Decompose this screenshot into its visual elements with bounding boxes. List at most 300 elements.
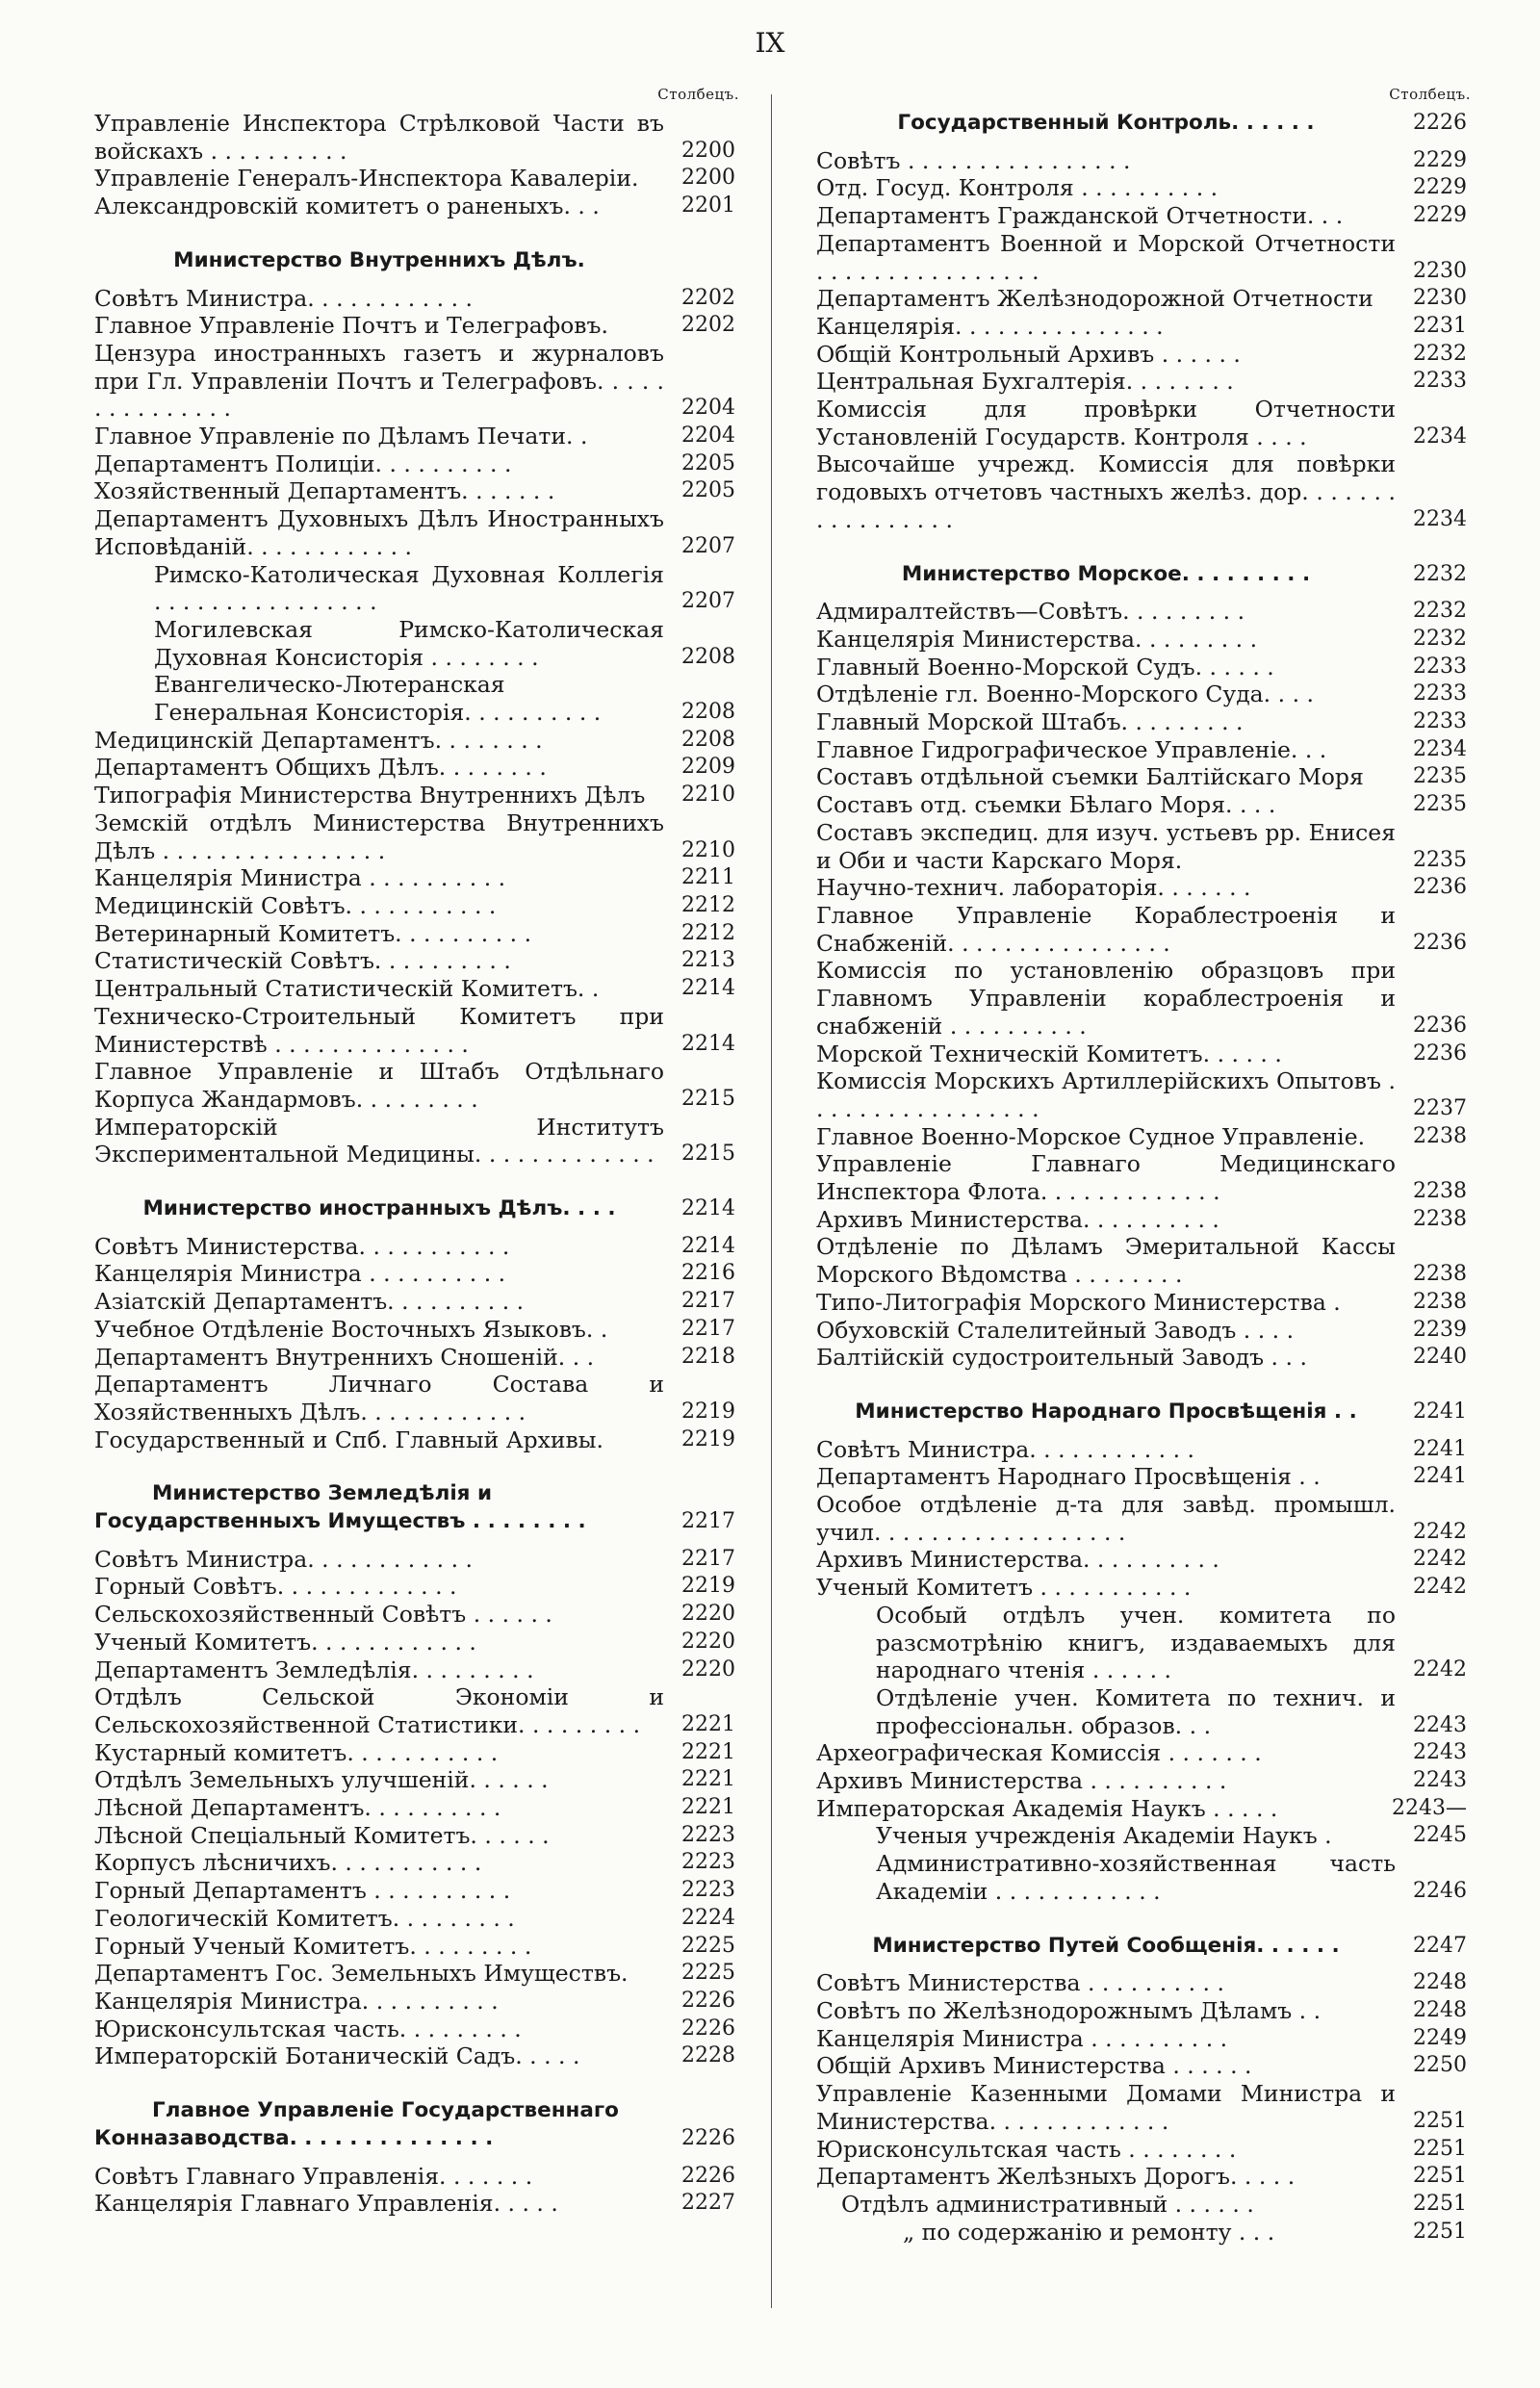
entry-title: Архивъ Министерства . . . . . . . . . . <box>816 1767 1227 1795</box>
column-number: 2242 <box>1413 1519 1467 1544</box>
column-number: 2234 <box>1413 424 1467 449</box>
right-column <box>816 81 1471 2246</box>
entry-title: Департаментъ Духовныхъ Дѣлъ Иностранныхъ Исповѣданій. . . . . . . . . . . . <box>94 505 664 560</box>
section-heading <box>94 1195 739 1223</box>
entry-title: Совѣтъ . . . . . . . . . . . . . . . . <box>816 146 1131 174</box>
column-number: 2226 <box>681 2016 735 2041</box>
entry-title: Совѣтъ Министра. . . . . . . . . . . . <box>816 1435 1195 1463</box>
entry-title: Совѣтъ Министерства. . . . . . . . . . . <box>94 1232 510 1260</box>
column-number: 2251 <box>1413 2136 1467 2161</box>
index-entry <box>816 1969 1471 1997</box>
column-number: 2251 <box>1413 2108 1467 2133</box>
entry-title: Министерство Морское. . . . . . . . . <box>901 561 1311 586</box>
index-entry <box>94 2016 739 2043</box>
entry-title: Хозяйственный Департаментъ. . . . . . . <box>94 477 555 505</box>
column-number: 2230 <box>1413 286 1467 311</box>
column-number: 2210 <box>681 837 735 862</box>
column-number: 2221 <box>681 1767 735 1792</box>
index-subentry <box>816 1602 1471 1684</box>
index-subentry <box>816 1850 1471 1905</box>
entry-title: Министерство иностранныхъ Дѣлъ. . . . <box>142 1196 616 1221</box>
entry-title: Сельскохозяйственный Совѣтъ . . . . . . <box>94 1601 552 1629</box>
column-number: 2237 <box>1413 1095 1467 1120</box>
column-number: 2214 <box>681 976 735 1001</box>
index-entry <box>94 1766 739 1794</box>
entry-title: Архивъ Министерства. . . . . . . . . . <box>816 1546 1219 1574</box>
index-entry <box>94 1877 739 1905</box>
index-entry <box>816 2136 1471 2164</box>
column-number: 2205 <box>681 478 735 503</box>
entry-title: Горный Совѣтъ. . . . . . . . . . . . . <box>94 1573 457 1601</box>
index-entry <box>94 1849 739 1877</box>
entry-title: Министерство Народнаго Просвѣщенія . . <box>855 1399 1357 1424</box>
index-entry <box>94 1629 739 1656</box>
column-number: 2205 <box>681 450 735 475</box>
column-number: 2238 <box>1413 1206 1467 1231</box>
column-number: 2235 <box>1413 792 1467 817</box>
entry-title: Департаментъ Личнаго Состава и Хозяйственныхъ Дѣлъ. . . . . . . . . . . . <box>94 1371 664 1425</box>
entry-title: Департаментъ Гражданской Отчетности. . . <box>816 202 1344 230</box>
entry-title: Совѣтъ Министра. . . . . . . . . . . . <box>94 1545 474 1573</box>
index-entry <box>816 654 1471 681</box>
column-number: 2200 <box>681 166 735 191</box>
entry-title: Ученый Комитетъ. . . . . . . . . . . . <box>94 1628 476 1656</box>
entry-title: Ученый Комитетъ . . . . . . . . . . . <box>816 1574 1192 1602</box>
column-number: 2209 <box>681 755 735 780</box>
index-entry <box>94 1905 739 1933</box>
entry-title: Отдѣлъ Земельныхъ улучшеній. . . . . . <box>94 1766 549 1794</box>
entry-title: Главный Военно-Морской Судъ. . . . . . <box>816 653 1274 680</box>
index-entry <box>816 341 1471 369</box>
entry-title: Канцелярія Главнаго Управленія. . . . . <box>94 2190 558 2218</box>
column-number: 2226 <box>681 2163 735 2188</box>
index-entry <box>816 450 1471 533</box>
index-entry <box>816 147 1471 175</box>
entry-title: Отдѣлъ административный . . . . . . <box>841 2190 1254 2218</box>
index-entry <box>94 1371 739 1425</box>
entry-title: Лѣсной Департаментъ. . . . . . . . . . <box>94 1794 501 1822</box>
entry-title: Статистическій Совѣтъ. . . . . . . . . . <box>94 947 511 975</box>
column-number: 2225 <box>681 1961 735 1986</box>
index-entry <box>94 1794 739 1822</box>
entry-title: Горный Ученый Комитетъ. . . . . . . . . <box>94 1932 532 1960</box>
index-entry <box>816 1795 1471 1823</box>
column-number: 2226 <box>681 2125 735 2150</box>
entry-title: Департаментъ Желѣзныхъ Дорогъ. . . . . <box>816 2163 1296 2191</box>
entry-title: Совѣтъ Министра. . . . . . . . . . . . <box>94 284 474 312</box>
index-entry <box>816 1574 1471 1602</box>
index-entry <box>94 975 739 1003</box>
index-entry <box>94 2163 739 2191</box>
index-entry <box>816 1739 1471 1767</box>
column-number: 2221 <box>681 1739 735 1764</box>
column-number: 2228 <box>681 2043 735 2068</box>
entry-title: Совѣтъ Главнаго Управленія. . . . . . . <box>94 2162 533 2190</box>
index-entry <box>94 477 739 505</box>
index-entry <box>816 1150 1471 1205</box>
entry-title: Лѣсной Спеціальный Комитетъ. . . . . . <box>94 1821 550 1849</box>
index-entry <box>816 1436 1471 1464</box>
index-entry <box>816 902 1471 957</box>
entry-title: Канцелярія Министра . . . . . . . . . . <box>94 864 506 892</box>
index-entry <box>816 313 1471 341</box>
index-entry <box>94 920 739 948</box>
index-entry <box>94 2190 739 2218</box>
entry-title: Могилевская Римско-Католическая Духовная Консисторія . . . . . . . . <box>154 615 664 671</box>
column-number: 2217 <box>681 1289 735 1314</box>
column-number: 2224 <box>681 1905 735 1930</box>
column-number: 2212 <box>681 892 735 917</box>
entry-title: Департаментъ Народнаго Просвѣщенія . . <box>816 1463 1321 1491</box>
entry-title: Ученыя учрежденія Академіи Наукъ . <box>876 1822 1332 1850</box>
entry-title: Главное Управленіе и Штабъ Отдѣльнаго Корпуса Жандармовъ. . . . . . . . . <box>94 1058 664 1113</box>
entry-title: Техническо-Строительный Комитетъ при Министерствѣ . . . . . . . . . . . . . . <box>94 1002 664 1058</box>
entry-title: Отдѣленіе по Дѣламъ Эмеритальной Кассы Морского Вѣдомства . . . . . . . . <box>816 1233 1396 1289</box>
index-entry <box>94 423 739 450</box>
column-number: 2204 <box>681 396 735 421</box>
entry-title: Цензура иностранныхъ газетъ и журналовъ при Гл. Управленіи Почтъ и Телеграфовъ. . . . . . . . . . . . . . . <box>94 339 664 423</box>
index-entry <box>816 957 1471 1040</box>
entry-title: Александровскій комитетъ о раненыхъ. . . <box>94 193 600 220</box>
index-entry <box>816 1206 1471 1234</box>
index-subentry <box>94 561 739 616</box>
entry-title: Кустарный комитетъ. . . . . . . . . . . <box>94 1738 499 1766</box>
column-number: 2223 <box>681 1878 735 1903</box>
index-entry <box>94 1683 739 1738</box>
column-number: 2238 <box>1413 1123 1467 1148</box>
entry-title: Составъ отдѣльной съемки Балтійскаго Моря <box>816 763 1364 791</box>
entry-title: Комиссія Морскихъ Артиллерійскихъ Опытовъ . . . . . . . . . . . . . . . . . <box>816 1067 1396 1122</box>
index-entry <box>94 1988 739 2016</box>
column-number: 2243— <box>1392 1795 1467 1820</box>
column-number: 2233 <box>1413 369 1467 394</box>
column-number: 2208 <box>681 727 735 752</box>
column-number: 2229 <box>1413 175 1467 200</box>
entry-title: Типографія Министерства Внутреннихъ Дѣлъ <box>94 782 646 809</box>
index-entry <box>816 1767 1471 1795</box>
index-entry <box>94 1288 739 1316</box>
index-entry <box>94 892 739 920</box>
column-number: 2221 <box>681 1795 735 1820</box>
entry-title: Департаментъ Земледѣлія. . . . . . . . . <box>94 1656 534 1683</box>
column-number: 2238 <box>1413 1179 1467 1204</box>
entry-title: Составъ экспедиц. для изуч. устьевъ рр. Енисея и Оби и части Карскаго Моря. <box>816 818 1396 874</box>
column-number: 2248 <box>1413 1970 1467 1995</box>
entry-title: Министерство Путей Сообщенія. . . . . . <box>872 1933 1340 1958</box>
index-entry <box>94 312 739 340</box>
entry-title: Общій Контрольный Архивъ . . . . . . <box>816 340 1241 368</box>
index-entry <box>94 864 739 892</box>
index-entry <box>94 1546 739 1574</box>
column-number: 2235 <box>1413 764 1467 789</box>
entry-title: Адмиралтействъ—Совѣтъ. . . . . . . . . <box>816 598 1245 626</box>
index-entry <box>94 340 739 423</box>
entry-title: Отдѣленіе учен. Комитета по технич. и профессіональн. образов. . . <box>876 1683 1396 1739</box>
index-entry <box>94 727 739 755</box>
entry-title: Корпусъ лѣсничихъ. . . . . . . . . . . <box>94 1849 482 1877</box>
index-entry <box>816 230 1471 285</box>
column-number: 2201 <box>681 193 735 218</box>
entry-title: Совѣтъ Министерства . . . . . . . . . . <box>816 1969 1224 1997</box>
index-entry <box>94 1933 739 1961</box>
column-number: 2217 <box>681 1316 735 1341</box>
index-entry <box>816 202 1471 230</box>
index-entry <box>816 2025 1471 2053</box>
column-number: 2223 <box>681 1850 735 1875</box>
entry-title: Типо-Литографія Морского Министерства . <box>816 1288 1341 1316</box>
entry-title: Ветеринарный Комитетъ. . . . . . . . . . <box>94 919 532 947</box>
entry-title: Балтійскій судостроительный Заводъ . . . <box>816 1344 1307 1372</box>
index-entry <box>816 368 1471 396</box>
column-number: 2229 <box>1413 147 1467 172</box>
column-number: 2230 <box>1413 258 1467 283</box>
index-entry <box>94 1233 739 1261</box>
column-number: 2243 <box>1413 1740 1467 1765</box>
column-number: 2236 <box>1413 1013 1467 1038</box>
index-entry <box>816 791 1471 819</box>
column-number: 2214 <box>681 1233 735 1258</box>
entry-title: Комиссія по установленію образцовъ при Главномъ Управленіи кораблестроенія и снабженій . . . . . . . . . . <box>816 957 1396 1040</box>
section-heading <box>816 1933 1471 1961</box>
column-number: 2217 <box>681 1546 735 1571</box>
entry-title: Горный Департаментъ . . . . . . . . . . <box>94 1877 511 1905</box>
index-subentry <box>94 671 739 726</box>
column-number: 2223 <box>681 1822 735 1847</box>
entry-title: Главное Управленіе Почтъ и Телеграфовъ. <box>94 312 608 340</box>
entry-title: Главное Управленіе Государственнаго Конназаводства. . . . . . . . . . . . . . <box>94 2098 619 2150</box>
column-number: 2238 <box>1413 1289 1467 1314</box>
entry-title: Комиссія для провѣрки Отчетности Установленій Государств. Контроля . . . . <box>816 396 1396 450</box>
column-number: 2219 <box>681 1399 735 1424</box>
column-number: 2233 <box>1413 681 1467 706</box>
column-number: 2232 <box>1413 626 1467 651</box>
entry-title: Отдѣленіе гл. Военно-Морского Суда. . . . <box>816 680 1314 708</box>
column-number: 2247 <box>1413 1933 1467 1958</box>
index-entry <box>816 763 1471 791</box>
column-number: 2246 <box>1413 1878 1467 1903</box>
entry-title: Управленіе Казенными Домами Министра и Министерства. . . . . . . . . . . . . <box>816 2080 1396 2135</box>
entry-title: Управленіе Инспектора Стрѣлковой Части въ войскахъ . . . . . . . . . . <box>94 110 664 165</box>
entry-title: Медицинскій Совѣтъ. . . . . . . . . . . <box>94 891 497 919</box>
index-entry <box>816 1491 1471 1546</box>
entry-title: Учебное Отдѣленіе Восточныхъ Языковъ. . <box>94 1315 608 1343</box>
entry-title: Канцелярія Министра . . . . . . . . . . <box>816 2024 1228 2052</box>
column-number: 2232 <box>1413 599 1467 624</box>
index-entry <box>94 1739 739 1767</box>
column-label-right: Столбецъ. <box>1389 86 1471 103</box>
index-entry <box>816 1463 1471 1491</box>
column-divider <box>771 94 772 2308</box>
column-number: 2234 <box>1413 506 1467 531</box>
index-entry <box>816 1233 1471 1288</box>
index-entry <box>94 1573 739 1601</box>
section-heading <box>94 1480 739 1535</box>
index-entry <box>816 626 1471 654</box>
index-subentry <box>816 1684 1471 1739</box>
column-number: 2220 <box>681 1629 735 1654</box>
entry-title: Земскій отдѣлъ Министерства Внутреннихъ Дѣлъ . . . . . . . . . . . . . . . . <box>94 809 664 864</box>
entry-title: Канцелярія. . . . . . . . . . . . . . . <box>816 312 1164 340</box>
column-number: 2204 <box>681 424 735 449</box>
entry-title: Управленіе Генералъ-Инспектора Кавалеріи. <box>94 165 639 193</box>
column-label-left: Столбецъ. <box>657 86 739 103</box>
column-number: 2236 <box>1413 930 1467 955</box>
entry-title: Центральная Бухгалтерія. . . . . . . . <box>816 368 1234 396</box>
column-number: 2219 <box>681 1426 735 1451</box>
column-number: 2211 <box>681 865 735 890</box>
column-number: 2220 <box>681 1656 735 1682</box>
index-entry <box>816 1289 1471 1317</box>
index-entry <box>94 1656 739 1684</box>
column-number: 2207 <box>681 589 735 614</box>
column-number: 2236 <box>1413 875 1467 900</box>
column-number: 2220 <box>681 1602 735 1627</box>
entry-title: Департаментъ Внутреннихъ Сношеній. . . <box>94 1343 595 1371</box>
column-number: 2233 <box>1413 709 1467 734</box>
entry-title: Центральный Статистическій Комитетъ. . <box>94 975 600 1003</box>
column-number: 2243 <box>1413 1768 1467 1793</box>
entry-title: Императорскій Ботаническій Садъ. . . . . <box>94 2042 580 2070</box>
column-number: 2212 <box>681 920 735 945</box>
index-entry <box>816 1546 1471 1574</box>
index-entry <box>816 736 1471 764</box>
column-number: 2219 <box>681 1574 735 1599</box>
section-heading <box>94 247 739 275</box>
column-number: 2245 <box>1413 1823 1467 1848</box>
index-entry <box>94 1601 739 1629</box>
index-entry <box>94 2042 739 2070</box>
entry-title: Главное Гидрографическое Управленіе. . . <box>816 735 1327 763</box>
entry-title: Канцелярія Министра . . . . . . . . . . <box>94 1260 506 1288</box>
entry-title: Евангелическо-Лютеранская Генеральная Консисторія. . . . . . . . . . <box>154 671 602 727</box>
column-number: 2234 <box>1413 736 1467 761</box>
column-number: 2240 <box>1413 1345 1467 1370</box>
index-entry <box>94 165 739 193</box>
column-number: 2242 <box>1413 1547 1467 1572</box>
section-heading <box>816 561 1471 589</box>
section-heading <box>816 1399 1471 1426</box>
entry-title: Департаментъ Полиціи. . . . . . . . . . <box>94 449 512 477</box>
column-number: 2229 <box>1413 203 1467 228</box>
index-entry <box>816 874 1471 902</box>
index-entry <box>816 1997 1471 2025</box>
entry-title: Министерство Земледѣлія и Государственныхъ Имуществъ . . . . . . . . <box>94 1481 586 1534</box>
index-entry <box>816 1344 1471 1372</box>
index-entry <box>816 680 1471 708</box>
entry-title: Юрисконсультская часть . . . . . . . . <box>816 2135 1237 2163</box>
entry-title: Составъ отд. съемки Бѣлаго Моря. . . . <box>816 791 1276 819</box>
column-number: 2239 <box>1413 1317 1467 1342</box>
column-number: 2208 <box>681 644 735 669</box>
index-subentry <box>816 2191 1471 2219</box>
entry-title: Отд. Госуд. Контроля . . . . . . . . . . <box>816 174 1219 202</box>
column-number: 2202 <box>681 313 735 338</box>
column-number: 2200 <box>681 138 735 163</box>
entry-title: Общій Архивъ Министерства . . . . . . <box>816 2052 1252 2080</box>
index-entry <box>94 285 739 313</box>
column-number: 2248 <box>1413 1998 1467 2022</box>
column-number: 2243 <box>1413 1712 1467 1737</box>
entry-title: Обуховскій Сталелитейный Заводъ . . . . <box>816 1316 1295 1344</box>
index-entry <box>816 708 1471 736</box>
entry-title: Административно-хозяйственная часть Академіи . . . . . . . . . . . . <box>876 1850 1396 1905</box>
column-number: 2216 <box>681 1261 735 1286</box>
index-entry <box>816 174 1471 202</box>
index-entry <box>94 1344 739 1372</box>
entry-title: Управленіе Главнаго Медицинскаго Инспектора Флота. . . . . . . . . . . . . <box>816 1150 1396 1206</box>
entry-title: Канцелярія Министерства. . . . . . . . . <box>816 625 1258 653</box>
column-number: 2241 <box>1413 1436 1467 1461</box>
column-number: 2215 <box>681 1142 735 1167</box>
entry-title: Азіатскій Департаментъ. . . . . . . . . . <box>94 1288 525 1316</box>
entry-title: Совѣтъ по Желѣзнодорожнымъ Дѣламъ . . <box>816 1997 1322 2024</box>
index-entry <box>816 2052 1471 2080</box>
entry-title: Архивъ Министерства. . . . . . . . . . <box>816 1205 1219 1233</box>
index-subentry <box>816 2219 1471 2247</box>
section-heading <box>94 2097 739 2152</box>
index-entry <box>94 947 739 975</box>
entry-title: Геологическій Комитетъ. . . . . . . . . <box>94 1904 515 1932</box>
column-number: 2213 <box>681 948 735 973</box>
column-number: 2210 <box>681 783 735 808</box>
column-number: 2215 <box>681 1086 735 1111</box>
index-entry <box>816 285 1471 313</box>
index-entry <box>816 2163 1471 2191</box>
entry-title: „ по содержанію и ремонту . . . <box>903 2218 1275 2246</box>
column-number: 2238 <box>1413 1262 1467 1287</box>
column-number: 2207 <box>681 533 735 558</box>
index-entry <box>94 110 739 165</box>
column-number: 2214 <box>681 1031 735 1056</box>
column-number: 2249 <box>1413 2025 1467 2050</box>
entry-title: Императорская Академія Наукъ . . . . . <box>816 1794 1278 1822</box>
column-number: 2225 <box>681 1933 735 1958</box>
column-number: 2251 <box>1413 2219 1467 2244</box>
column-number: 2217 <box>681 1509 735 1534</box>
index-entry <box>94 505 739 560</box>
index-subentry <box>94 616 739 671</box>
entry-title: Государственный Контроль. . . . . . <box>897 111 1315 135</box>
entry-title: Особый отдѣлъ учен. комитета по разсмотрѣнію книгъ, издаваемыхъ для народнаго чтенія . . . . . . <box>876 1601 1396 1684</box>
index-entry <box>94 450 739 478</box>
index-entry <box>94 1114 739 1168</box>
entry-title: Департаментъ Гос. Земельныхъ Имуществъ. <box>94 1960 629 1988</box>
entry-title: Особое отдѣленіе д-та для завѣд. промышл. учил. . . . . . . . . . . . . . . . . . <box>816 1491 1396 1546</box>
entry-title: Главное Управленіе по Дѣламъ Печати. . <box>94 423 588 450</box>
index-entry <box>94 193 739 220</box>
index-entry <box>816 1067 1471 1122</box>
column-number: 2226 <box>681 1989 735 2013</box>
index-entry <box>94 1003 739 1058</box>
left-column <box>94 81 739 2218</box>
entry-title: Отдѣлъ Сельской Экономіи и Сельскохозяйственной Статистики. . . . . . . . . <box>94 1683 664 1738</box>
column-number: 2250 <box>1413 2053 1467 2078</box>
column-number: 2241 <box>1413 1464 1467 1489</box>
entry-title: Медицинскій Департаментъ. . . . . . . . <box>94 726 543 754</box>
index-entry <box>816 598 1471 626</box>
column-number: 2218 <box>681 1344 735 1369</box>
entry-title: Главное Управленіе Кораблестроенія и Снабженій. . . . . . . . . . . . . . . . <box>816 901 1396 957</box>
index-entry <box>94 1960 739 1988</box>
index-entry <box>816 1317 1471 1345</box>
column-number: 2251 <box>1413 2164 1467 2189</box>
entry-title: Министерство Внутреннихъ Дѣлъ. <box>173 247 585 272</box>
column-number: 2241 <box>1413 1399 1467 1424</box>
column-number: 2208 <box>681 700 735 725</box>
index-entry <box>816 819 1471 874</box>
entry-title: Высочайше учрежд. Комиссія для повѣрки годовыхъ отчетовъ частныхъ желѣз. дор. . . . . . . . . . . . . . . . . <box>816 450 1396 533</box>
index-subentry <box>816 1822 1471 1850</box>
